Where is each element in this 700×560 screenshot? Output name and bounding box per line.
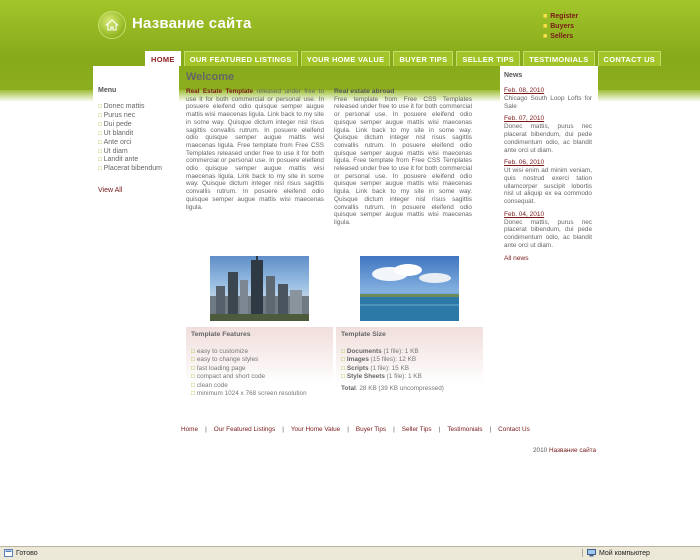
size-item: □ Style Sheets (1 file): 1 KB (341, 373, 422, 381)
features-list (191, 348, 333, 398)
register-link[interactable]: ■ Register (543, 13, 579, 20)
sidebar-menu (93, 66, 179, 231)
sidebar-item[interactable]: □ Purus nec (98, 111, 136, 119)
tab-seller-tips[interactable]: SELLER TIPS (456, 51, 520, 66)
bullet-icon: □ (98, 148, 102, 155)
bullet-icon: □ (341, 373, 345, 381)
news-text: Ut wisi enim ad minim veniam, quis nostrud exerci tation ullamcorper suscipit lobortis nisl ut aliquip ex ea commodo consequat. (504, 167, 592, 206)
footer-separator: | (347, 426, 349, 433)
news-date-link[interactable]: Feb. 07, 2010 (504, 115, 545, 123)
bullet-icon: ■ (543, 13, 548, 20)
bullet-icon: □ (191, 381, 195, 389)
news-sidebar (500, 66, 598, 287)
footer-link-buyer-tips[interactable]: Buyer Tips (355, 426, 387, 433)
news-text: Chicago South Loop Lofts for Sale (504, 95, 592, 110)
sidebar-item[interactable]: □ Ut diam (98, 147, 128, 155)
tab-home[interactable]: HOME (145, 51, 181, 66)
tab-testimonials[interactable]: TESTIMONIALS (523, 51, 594, 66)
site-title[interactable]: Название сайта (132, 15, 252, 32)
feature-item: □ easy to customize (191, 348, 249, 355)
news-title: News (504, 72, 523, 79)
sidebar-list (98, 103, 179, 174)
bullet-icon: □ (98, 130, 102, 137)
footer-nav (181, 426, 530, 433)
status-left (4, 549, 38, 557)
abroad-column (334, 88, 472, 227)
copyright-site-link[interactable]: Название сайта (549, 447, 597, 454)
template-features-box (186, 327, 333, 399)
status-zone (582, 549, 650, 557)
template-link[interactable]: Real Estate Template (186, 88, 254, 95)
top-links (543, 12, 578, 42)
bullet-icon: □ (98, 104, 102, 110)
feature-item: □ minimum 1024 x 768 screen resolution (191, 390, 307, 398)
feature-item: □ fast loading page (191, 364, 246, 372)
size-item: □ Images (15 files): 12 KB (341, 356, 417, 364)
intro-text: released under free to use it for both commercial or personal use. In posuere eleifend odio quisque semper augue mattis wisi maecenas ligula. Link back to my site in some way. Quisque dictum integer nisl risus sagittis convallis rutrum. In posuere eleifend odio quisque semper augue mattis wisi maecenas ligula. Free template from Free CSS Templates released under free to use it for both commercial or personal use. In posuere eleifend odio quisque semper augue mattis wisi maecenas ligula. Link back to my site in some way. Quisque dictum integer nisl risus sagittis convallis rutrum. In posuere eleifend odio quisque semper augue mattis wisi maecenas ligula. (186, 88, 324, 211)
news-date-link[interactable]: Feb. 04, 2010 (504, 210, 545, 218)
footer-separator: | (205, 426, 207, 433)
copyright: 2010 Название сайта (533, 447, 597, 454)
abroad-text: Free template from Free CSS Templates released under free to use it for both commercial or personal use. In posuere eleifend odio quisque semper augue mattis wisi maecenas ligula. Link back to my site in some way. Quisque dictum integer nisl risus sagittis convallis rutrum. In posuere eleifend odio quisque semper augue mattis wisi maecenas ligula. Free template from Free CSS Templates released under free to use it for both commercial or personal use. In posuere eleifend odio quisque semper augue mattis wisi maecenas ligula. Link back to my site in some way. Quisque dictum integer nisl risus sagittis convallis rutrum. In posuere eleifend odio quisque semper augue mattis wisi maecenas ligula. (334, 95, 472, 226)
footer-separator: | (438, 426, 441, 433)
bullet-icon: □ (191, 364, 195, 372)
size-list (341, 348, 483, 382)
bullet-icon: □ (98, 166, 102, 173)
sellers-link[interactable]: ■ Sellers (543, 33, 574, 40)
sidebar-item[interactable]: □ Ante orci (98, 138, 132, 146)
footer-link-testimonials[interactable]: Testimonials (447, 426, 483, 433)
sidebar-item[interactable]: □ Donec mattis (98, 103, 145, 110)
news-date-link[interactable]: Feb. 06, 2010 (504, 159, 545, 167)
view-all-link[interactable]: View All (98, 187, 123, 195)
home-logo[interactable] (98, 11, 126, 39)
bullet-icon: ■ (543, 23, 548, 30)
main-nav (145, 51, 664, 66)
bullet-icon: □ (191, 373, 195, 381)
bullet-icon: □ (191, 390, 195, 398)
bullet-icon: □ (98, 139, 102, 146)
news-list (504, 87, 592, 250)
footer-link-seller-tips[interactable]: Seller Tips (401, 426, 432, 433)
news-text: Donec mattis, purus nec placerat bibendum, dui pede condimentum odio, ac blandit ante orci ut diam. (504, 218, 592, 249)
status-text: Готово (16, 549, 38, 557)
feature-item: □ compact and short code (191, 373, 266, 381)
intro-column (186, 88, 324, 211)
feature-item: □ easy to change styles (191, 356, 259, 364)
size-item: □ Documents (1 file): 1 KB (341, 348, 419, 355)
zone-text: Мой компьютер (599, 549, 650, 557)
footer-separator: | (393, 426, 395, 433)
bullet-icon: □ (98, 157, 102, 164)
browser-status-bar (0, 546, 700, 560)
footer-link-featured-listings[interactable]: Our Featured Listings (213, 426, 276, 433)
bullet-icon: ■ (543, 33, 548, 40)
news-date-link[interactable]: Feb. 08, 2010 (504, 87, 545, 94)
page-done-icon (4, 549, 13, 557)
tab-featured-listings[interactable]: OUR FEATURED LISTINGS (184, 51, 298, 66)
bullet-icon: □ (98, 121, 102, 128)
size-item: □ Scripts (1 file): 15 KB (341, 364, 410, 372)
news-item (504, 211, 592, 250)
size-title: Template Size (341, 331, 386, 338)
features-title: Template Features (191, 331, 251, 338)
bullet-icon: □ (191, 348, 195, 355)
footer-separator: | (489, 426, 492, 433)
sidebar-title: Menu (98, 87, 117, 94)
news-item (504, 115, 592, 154)
news-item (504, 159, 592, 206)
bullet-icon: □ (341, 348, 345, 355)
bullet-icon: □ (341, 356, 345, 364)
home-icon (105, 18, 119, 32)
bullet-icon: □ (98, 112, 102, 119)
sidebar-item[interactable]: □ Landit ante (98, 156, 139, 164)
footer-separator: | (282, 426, 284, 433)
total-size: Total: 28 KB (39 KB uncompressed) (341, 385, 444, 392)
sidebar-item[interactable]: □ Ut blandit (98, 129, 134, 137)
sea-view-photo (360, 256, 459, 321)
news-item (504, 87, 592, 110)
footer-link-contact-us[interactable]: Contact Us (498, 426, 530, 433)
sidebar-item[interactable]: □ Placerat bibendum (98, 165, 162, 173)
footer-link-home-value[interactable]: Your Home Value (290, 426, 341, 433)
computer-icon (587, 549, 596, 557)
tab-home-value[interactable]: YOUR HOME VALUE (301, 51, 391, 66)
all-news-link[interactable]: All news (504, 254, 529, 262)
tab-buyer-tips[interactable]: BUYER TIPS (393, 51, 453, 66)
bullet-icon: □ (191, 356, 195, 364)
footer-link-home[interactable]: Home (181, 426, 199, 433)
city-skyline-photo (210, 256, 309, 321)
buyers-link[interactable]: ■ Buyers (543, 23, 574, 30)
main-content (181, 66, 495, 226)
page-title: Welcome (186, 71, 235, 83)
tab-contact-us[interactable]: CONTACT US (598, 51, 662, 66)
sidebar-item[interactable]: □ Dui pede (98, 120, 132, 128)
abroad-title: Real estate abroad (334, 88, 395, 95)
bullet-icon: □ (341, 364, 345, 372)
news-text: Donec mattis, purus nec placerat bibendum, dui pede condimentum odio, ac blandit ante orci ut diam. (504, 123, 592, 154)
feature-item: □ clean code (191, 381, 228, 389)
